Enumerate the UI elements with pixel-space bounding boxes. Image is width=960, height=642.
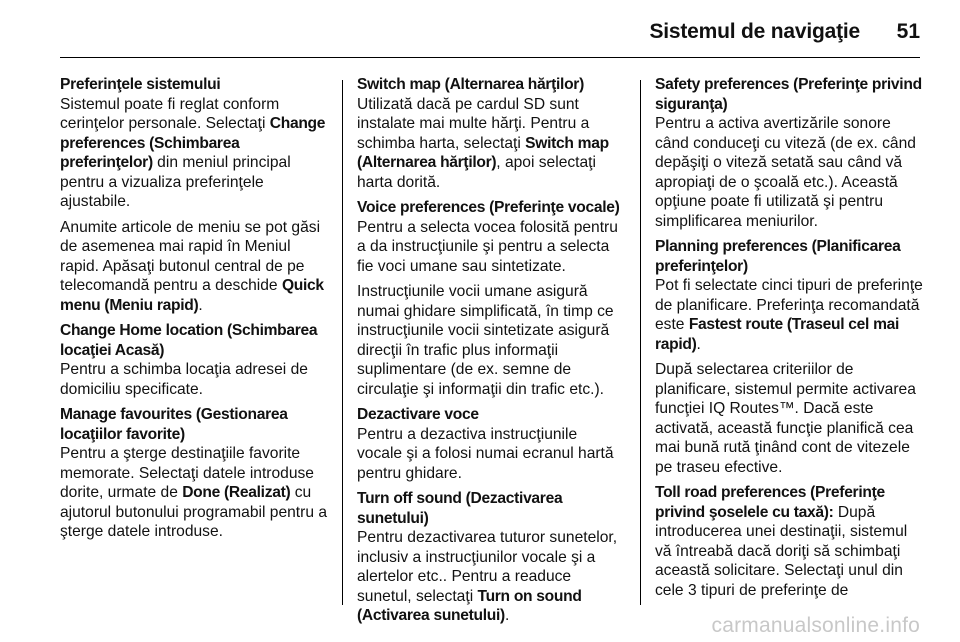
section-safety-preferences — [655, 75, 923, 231]
menu-option: Turn on sound (Activarea sunetului) — [357, 587, 582, 624]
body-text: Pentru a şterge destinaţiile favorite memorate. Selectaţi datele introduse dorite, urmate de — [60, 445, 314, 501]
body-text: Anumite articole de meniu se pot găsi de asemenea mai rapid în Meniul rapid. Apăsaţi butonul central de pe telecomandă pentru a deschide — [60, 218, 321, 294]
menu-option: Done (Realizat) — [182, 484, 291, 501]
section-heading: Voice preferences (Preferinţe vocale) — [357, 199, 620, 216]
menu-option: Quick menu (Meniu rapid) — [60, 277, 324, 314]
section-toll-road — [655, 483, 923, 600]
body-text: Pentru a dezactiva instrucţiunile vocale şi a folosi numai ecranul hartă pentru ghidare. — [357, 425, 614, 482]
body-text: . — [198, 296, 203, 314]
column-divider — [640, 80, 641, 605]
page-number: 51 — [896, 20, 920, 43]
column-3 — [655, 75, 923, 606]
section-manage-favourites — [60, 405, 328, 542]
page-header — [0, 0, 960, 58]
body-text: Utilizată dacă pe cardul SD sunt instalate mai multe hărţi. Pentru a schimba harta, selectaţi — [357, 95, 590, 152]
body-text: Pentru dezactivarea tuturor sunetelor, inclusiv a instrucţiunilor vocale şi a alertelor etc.. Pentru a readuce sunetul, selectaţi — [357, 529, 618, 605]
paragraph: După selectarea criteriilor de planificare, sistemul permite activarea funcţiei IQ Routes™. Dacă este activată, această funcţie planifică cea mai bună rută ţinând cont de vitezele pe traseu efective. — [655, 361, 916, 476]
column-1 — [60, 75, 328, 548]
section-voice-off — [357, 405, 625, 483]
body-text: , apoi selectaţi harta dorită. — [357, 154, 596, 191]
section-planning-preferences — [655, 237, 923, 354]
paragraph: Instrucţiunile vocii umane asigură numai ghidare simplificată, în timp ce instrucţiunile vocii sintetizate asigură direcţii în trafic plus informaţii suplimentare (de ex. semne de circulaţie şi informaţii din trafic etc.). — [357, 283, 614, 398]
menu-option: Change preferences (Schimbarea preferinţelor) — [60, 115, 326, 171]
page-title: Sistemul de navigaţie — [649, 20, 860, 43]
menu-option: Switch map (Alternarea hărţilor) — [357, 134, 609, 171]
watermark: carmanualsonline.info — [711, 614, 920, 637]
section-heading: Change Home location (Schimbarea locaţiei Acasă) — [60, 322, 318, 359]
body-text: . — [696, 335, 701, 353]
menu-option: Fastest route (Traseul cel mai rapid) — [655, 316, 900, 353]
body-text: După introducerea unei destinaţii, sistemul vă întreabă dacă doriţi să schimbaţi această solicitare. Selectaţi unul din cele 3 tipuri de preferinţe de — [655, 503, 908, 599]
column-2 — [357, 75, 625, 632]
section-heading: Switch map (Alternarea hărţilor) — [357, 76, 584, 93]
header-rule — [60, 57, 920, 58]
section-turn-off-sound — [357, 489, 625, 626]
section-heading: Turn off sound (Dezactivarea sunetului) — [357, 490, 563, 527]
body-text: Pentru a schimba locaţia adresei de domiciliu specificate. — [60, 361, 308, 398]
section-switch-map — [357, 75, 625, 192]
body-text: Pentru a selecta vocea folosită pentru a da instrucţiunile şi pentru a selecta fie voci umane sau sintetizate. — [357, 218, 618, 275]
body-text: . — [504, 607, 510, 624]
section-heading: Dezactivare voce — [357, 406, 479, 423]
section-heading: Safety preferences (Preferinţe privind siguranţa) — [655, 76, 922, 113]
section-heading: Manage favourites (Gestionarea locaţiilor favorite) — [60, 406, 288, 443]
section-change-home — [60, 321, 328, 399]
section-heading: Preferinţele sistemului — [60, 76, 221, 93]
section-voice-preferences — [357, 198, 625, 276]
body-text: din meniul principal pentru a vizualiza preferinţele ajustabile. — [60, 154, 291, 210]
section-system-preferences — [60, 75, 328, 212]
section-heading: Toll road preferences (Preferinţe privind şoselele cu taxă): — [655, 484, 885, 521]
body-text: Pot fi selectate cinci tipuri de preferinţe de planificare. Preferinţa recomandată este — [655, 277, 923, 333]
section-heading: Planning preferences (Planificarea preferinţelor) — [655, 238, 901, 275]
body-text: Pentru a activa avertizările sonore când conduceţi cu viteză (de ex. când depăşiţi o viteză setată sau când vă apropiaţi de o şcoală etc.). Această opţiune poate fi utilizată şi pentru simplificarea meniurilor. — [655, 115, 916, 230]
paragraph — [60, 218, 328, 316]
column-divider — [342, 80, 343, 605]
body-text: cu ajutorul butonului programabil pentru a şterge datele introduse. — [60, 484, 327, 540]
body-text: Sistemul poate fi reglat conform cerinţelor personale. Selectaţi — [60, 95, 280, 132]
